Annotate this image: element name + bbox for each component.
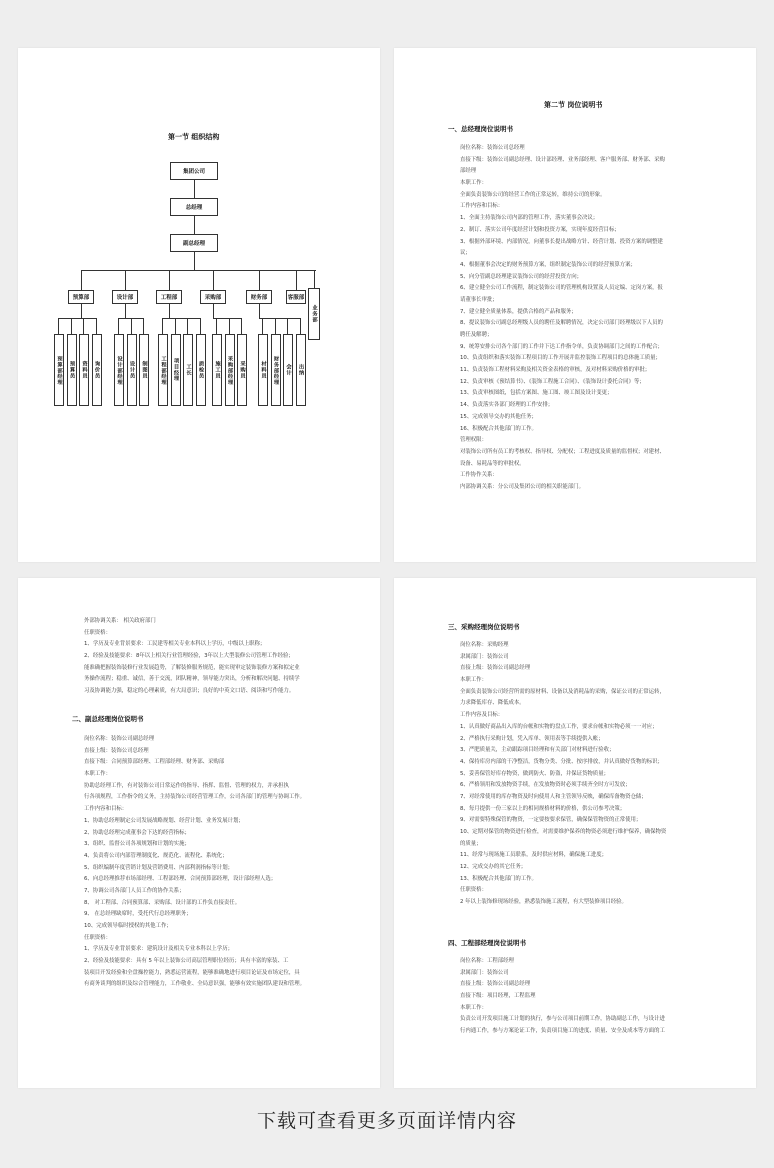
connector-line: [241, 318, 242, 334]
text-line: 9、统筹安排公司各个部门的工作并下达工作指令单，负责协调部门之间的工作配合；: [460, 343, 663, 350]
connector-line: [58, 318, 97, 319]
connector-line: [194, 180, 195, 198]
text-line: 岗位名称：工程部经理: [460, 958, 514, 964]
text-line: 10、定期对保管的物资进行检查，对需要维护保养的物资必须进行维护保养，确保物资: [460, 829, 667, 835]
text-line: 13、积极配合其他部门的工作。: [460, 875, 537, 882]
text-line: 的质量；: [460, 840, 482, 847]
connector-line: [169, 270, 170, 290]
text-line: 1、学历及专业背景要求：工民建等相关专业本科以上学历，中级以上职称；: [84, 641, 266, 648]
text-line: 2、协助总经理完成董事会下达的经营指标；: [84, 829, 190, 836]
text-line: 7、协调公司各部门人员工作的协作关系；: [84, 887, 185, 894]
role-box: 采购员: [237, 334, 247, 406]
text-line: 12、完成交办的其它任务；: [460, 864, 527, 871]
text-line: 内部协调关系：分公司及集团公司的相关职能部门。: [460, 483, 584, 490]
download-more-footer[interactable]: 下载可查看更多页面详情内容: [256, 1110, 517, 1132]
text-line: 本职工作：: [84, 771, 111, 778]
text-line: 部经理: [460, 168, 477, 175]
role-box: 出纳: [296, 334, 306, 406]
connector-line: [143, 318, 144, 334]
text-line: 行内通工作，参与方案论证工作，负责项目施工的进度、质量、安全及成本等方面的工: [460, 1028, 665, 1035]
deputy-manager-heading: 二、副总经理岗位说明书: [72, 715, 144, 723]
text-line: 对装饰公司所有员工的考核权、指导权、分配权；工程进度及质量的监督权；对建材、: [460, 448, 665, 455]
text-line: 5、妥善保管好库存物资，做到防火、防盗，并保证货物质量；: [460, 770, 609, 777]
text-line: 2、严格执行采购计划，凭入库单、领用表等手续提供入帐；: [460, 735, 604, 742]
text-line: 务操作流程；稳重、诚信，善于交流，团队精神，领导能力突出，分析和解决问题、持续学: [84, 676, 300, 683]
role-box: 施工员: [212, 334, 222, 406]
org-node: 集团公司: [170, 162, 218, 180]
text-line: 16、积极配合其他部门的工作。: [460, 425, 537, 432]
text-line: 任职资格：: [460, 887, 487, 894]
connector-line: [300, 318, 301, 334]
dept-box: 业务部: [308, 288, 320, 340]
text-line: 1、学历及专业背景要求：建筑设计及相关专业本科以上学历；: [84, 946, 233, 953]
text-line: 直接上级：装饰公司总经理: [84, 747, 149, 754]
dept-box: 设计部: [112, 290, 138, 304]
text-line: 直接下级：合同预算部经理、工程部经理、财务部、采购部: [84, 759, 225, 766]
connector-line: [81, 304, 82, 318]
dept-box: 采购部: [200, 290, 226, 304]
connector-line: [175, 318, 176, 334]
text-line: 全面负责装饰公司的经营工作的正常运转，维持公司的形象。: [460, 191, 606, 198]
text-line: 4、保持库房内部的干净整洁，货物分类、分批、按序排放，并认真做好货物的标识；: [460, 758, 663, 765]
connector-line: [194, 216, 195, 234]
connector-line: [125, 304, 126, 318]
org-node: 总经理: [170, 198, 218, 216]
text-line: 外部协调关系： 相关政府部门: [84, 618, 156, 624]
text-line: 2、经验及技能要求：具有 5 年以上装饰公司高层管理职位经历；具有丰富的家装、工: [84, 958, 289, 965]
text-line: 12、负责审核《预结算书》、《装饰工程施工合同》、《装饰设计委托合同》等；: [460, 378, 645, 385]
connector-line: [81, 270, 82, 290]
general-manager-heading: 一、总经理岗位说明书: [448, 125, 513, 133]
connector-line: [162, 318, 201, 319]
text-line: 工作内容和目标：: [84, 806, 128, 813]
text-line: 工作协作关系：: [460, 472, 498, 479]
role-box: 工程部经理: [158, 334, 168, 406]
role-box: 采购部经理: [225, 334, 235, 406]
connector-line: [213, 270, 214, 290]
text-line: 3、严肥质量关，主动跟踪项目经理和有关部门对材料进行验收；: [460, 747, 615, 754]
text-line: 10、完成领导临时授权的其他工作；: [84, 923, 172, 929]
connector-line: [259, 318, 301, 319]
org-chart-title: 第一节 组织结构: [168, 133, 220, 141]
org-chart: [18, 48, 380, 562]
connector-line: [125, 270, 126, 290]
text-line: 协助总经理工作，有对装饰公司日常运作的指导、指挥、监督、管理的权力，并承担执: [84, 782, 289, 789]
text-line: 6、向总经理推荐市场部经理、工程部经理、合同预算部经理，设计部经理人选；: [84, 876, 277, 883]
role-box: 询价员: [92, 334, 102, 406]
engineering-manager-text: [460, 956, 665, 1038]
text-line: 11、经常与现场施工员联系，及时供应材料，确保施工进度；: [460, 852, 608, 859]
text-line: 负责公司开发项目施工计划的执行，参与公司项目前期工作，协助副总工作，与设计进: [460, 1016, 665, 1023]
text-line: 3、组织、监督公司各项规划和计划的实施；: [84, 841, 190, 848]
dept-box: 客服部: [286, 290, 306, 304]
role-box: 设计员: [127, 334, 137, 406]
role-box: 质检员: [196, 334, 206, 406]
text-line: 5、组织编制年度营销计划及营销费用、内部利润指标等计划；: [84, 864, 233, 871]
text-line: 直接上级：装饰公司副总经理: [460, 665, 531, 672]
role-box: 工长: [183, 334, 193, 406]
dept-box: 财务部: [246, 290, 272, 304]
text-line: 7、建立健全质量体系，提供合格的产品和服务；: [460, 308, 577, 315]
role-box: 制图员: [139, 334, 149, 406]
connector-line: [296, 270, 297, 290]
connector-line: [58, 318, 59, 334]
document-page-3: [18, 578, 380, 1088]
connector-line: [259, 304, 260, 318]
text-line: 全面负责装饰公司经营所需的原材料、设备以及消耗品的采购，保证公司的正常运转，: [460, 688, 665, 695]
connector-line: [262, 318, 263, 334]
purchasing-manager-heading: 三、采购经理岗位说明书: [448, 623, 520, 631]
connector-line: [213, 304, 214, 318]
text-line: 本职工作：: [460, 677, 487, 684]
connector-line: [83, 318, 84, 334]
text-line: 14、负责落实各部门经理的工作安排；: [460, 402, 554, 409]
role-box: 财务部经理: [271, 334, 281, 406]
text-line: 直接上级：装饰公司副总经理: [460, 981, 531, 988]
text-line: 15、完成领导交办的其他任务；: [460, 413, 537, 420]
text-line: 9、 在总经理缺席时，受托代行总经理职务；: [84, 911, 192, 918]
deputy-manager-text: [84, 734, 305, 991]
connector-line: [162, 318, 163, 334]
text-line: 1、认真做好商品出入库的台帐和实物的盘点工作，要求台帐和实物必须一一对应；: [460, 723, 658, 730]
document-page-2: [394, 48, 756, 562]
text-line: 2、制订、落实公司年度经营计划和投资方案，实现年度经营目标；: [460, 226, 620, 233]
text-line: 直接下级：项目经理，工程监理: [460, 993, 536, 1000]
text-line: 工作内容和目标：: [460, 203, 504, 210]
document-page-4: [394, 578, 756, 1088]
connector-line: [287, 318, 288, 334]
connector-line: [314, 270, 315, 290]
role-box: 预算部经理: [54, 334, 64, 406]
connector-line: [200, 318, 201, 334]
connector-line: [216, 318, 217, 334]
text-line: 设备、易耗品等的审批权。: [460, 460, 525, 467]
text-line: 有商务谈判的组织及综合管理能力，工作敬业、全局意识强，能够有效实施团队建设和管理。: [84, 981, 306, 988]
role-box: 项目经理: [171, 334, 181, 406]
dept-box: 预算部: [68, 290, 94, 304]
role-box: 资料员: [79, 334, 89, 406]
text-line: 请董事长审批；: [460, 296, 498, 303]
connector-line: [259, 270, 260, 290]
text-line: 1、协助总经理制定公司发展战略规划、经营计划、业务发展计划；: [84, 817, 244, 824]
connector-line: [187, 318, 188, 334]
text-line: 隶属部门：装饰公司: [460, 653, 509, 660]
document-page-1: [18, 48, 380, 562]
connector-line: [96, 318, 97, 334]
text-line: 8、每月提供一份三家以上的相同规格材料的价格，供公司参考决策；: [460, 805, 626, 812]
text-line: 工作内容及目标：: [460, 712, 504, 719]
text-line: 8、提议装饰公司副总经理级人员的聘任及解聘情况，决定公司部门经理级以下人员的: [460, 320, 663, 327]
text-line: 任职资格：: [84, 934, 111, 941]
text-line: 力求降低库存、降低成本。: [460, 700, 525, 707]
text-line: 2 年以上装饰修现场经验，熟悉装饰施工流程，有大型装修项目经验。: [460, 899, 627, 906]
text-line: 行各项规程，工作指令的义务，主持装饰公司经营管理工作，公司各部门的管理与协调工作。: [84, 794, 306, 801]
text-line: 本职工作：: [460, 1004, 487, 1011]
text-line: 装项目开发经验和全盘操控能力，熟悉运营流程，能够准确地进行项目论证及市场定位，具: [84, 969, 300, 976]
text-line: 直接下级：装饰公司副总经理、设计部经理、业务部经理、客户服务部、财务部、采购: [460, 156, 665, 163]
text-line: 管理权限：: [460, 437, 487, 444]
general-manager-text: [460, 143, 665, 494]
text-line: 3、根据外部环境、内部情况，向董事长提出战略方针、经营计划、投资方案的调整建: [460, 238, 663, 245]
connector-line: [229, 318, 230, 334]
text-line: 岗位名称：采购经理: [460, 642, 509, 648]
org-node: 副总经理: [170, 234, 218, 252]
text-line: 能准确把握装饰装修行业发展趋势，了解装修服务规范，能实现审定装饰装修方案和拟定业: [84, 664, 300, 671]
text-line: 7、对经常使用的库存物资及时向使用人和主管领导反映，确保库备物资仓储；: [460, 793, 647, 800]
role-box: 材料员: [258, 334, 268, 406]
text-line: 4、根据董事会决定的财务预算方案，组织制定装饰公司的经营预算方案；: [460, 261, 636, 268]
text-line: 5、向分管副总经理建议装饰公司的经营投资方向；: [460, 273, 583, 280]
text-line: 8、 对工程部、合同预算部、采购部、设计部的工作负直接责任。: [84, 899, 241, 906]
connector-line: [118, 318, 119, 334]
text-line: 议；: [460, 250, 471, 257]
connector-line: [194, 252, 195, 270]
text-line: 9、对需要特殊保管的物资，一定要按要求保管，确保保管物资的正常使用；: [460, 817, 642, 824]
connector-line: [169, 304, 170, 318]
connector-line: [71, 318, 72, 334]
section-title: 第二节 岗位说明书: [544, 101, 603, 109]
text-line: 岗位名称：装饰公司总经理: [460, 145, 525, 151]
role-box: 预算员: [67, 334, 77, 406]
connector-line: [275, 318, 276, 334]
role-box: 设计部经理: [114, 334, 124, 406]
text-line: 6、建立健全公司工作流程，制定装饰公司的管理机构设置及人员定编、定岗方案，报: [460, 285, 663, 292]
purchasing-manager-text: [460, 640, 666, 909]
text-line: 聘任及解聘；: [460, 332, 493, 338]
text-line: 4、负责将公司内部管理制度化、规范化、流程化、系统化；: [84, 852, 228, 859]
gm-qualifications-text: [84, 616, 300, 698]
text-line: 11、负责装饰工程材料采购及相关资金表格的审核，及对材料采购价格的审批；: [460, 367, 651, 374]
text-line: 隶属部门：装饰公司: [460, 969, 509, 976]
role-box: 会计: [283, 334, 293, 406]
text-line: 岗位名称：装饰公司副总经理: [84, 736, 155, 742]
text-line: 本职工作：: [460, 180, 487, 187]
text-line: 6、严格领用和发放物资手续，在发放物资时必须手续齐全时方可发放；: [460, 782, 631, 789]
text-line: 2、经验及技能要求：8年以上相关行业管理经验，3年以上大型装修公司管理工作经验；: [84, 653, 294, 660]
connector-line: [131, 318, 132, 334]
text-line: 13、负责审核图纸，包括方案图、施工图、竣工图及设计变更；: [460, 390, 613, 397]
text-line: 10、负责组织和落实装饰工程项目的工作开展并监控装饰工程项目的总体施工质量；: [460, 355, 661, 362]
text-line: 习及协调能力强，稳定的心理素质，有大局意识；良好的中英文口语、阅读和写作能力。: [84, 688, 295, 695]
engineering-manager-heading: 四、工程部经理岗位说明书: [448, 939, 526, 947]
text-line: 任职资格：: [84, 629, 111, 636]
dept-box: 工程部: [156, 290, 182, 304]
connector-line: [81, 270, 316, 271]
text-line: 1、全面主持装饰公司内部的管理工作，落实董事会决议；: [460, 215, 599, 222]
connector-line: [213, 318, 242, 319]
